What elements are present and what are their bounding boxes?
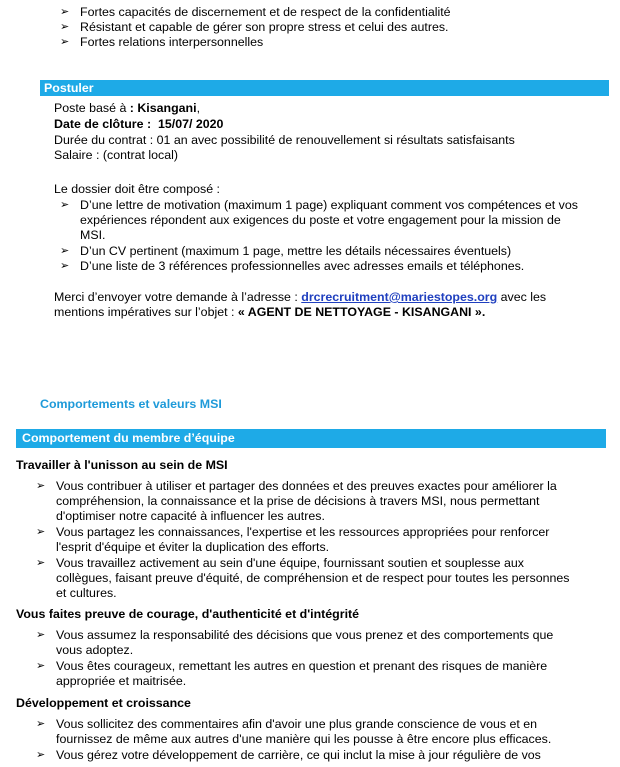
- list-item: Vous sollicitez des commentaires afin d'avoir une plus grande conscience de vous et en: [56, 717, 538, 731]
- list-item: Vous contribuer à utiliser et partager des données et des preuves exactes pour améliorer la: [56, 479, 557, 493]
- list-item: D’un CV pertinent (maximum 1 page, mettre les détails nécessaires éventuels): [80, 244, 512, 258]
- closing-date-line: Date de clôture : 15/07/ 2020: [54, 117, 224, 131]
- list-item: Résistant et capable de gérer son propre stress et celui des autres.: [80, 20, 449, 34]
- recruitment-email-link[interactable]: drcrecruitment@mariestopes.org: [301, 290, 498, 304]
- list-item: et cultures.: [56, 586, 117, 600]
- arrow-bullet-icon: ➢: [60, 6, 70, 18]
- dossier-intro: Le dossier doit être composé :: [54, 182, 220, 196]
- list-item: Vous travaillez activement au sein d'une équipe, fournissant soutien et souplesse aux: [56, 556, 524, 570]
- salary-line: Salaire : (contrat local): [54, 148, 178, 162]
- list-item: Fortes relations interpersonnelles: [80, 35, 264, 49]
- team-behaviour-header-bar: [16, 429, 606, 448]
- arrow-bullet-icon: ➢: [36, 749, 46, 761]
- list-item: vous adoptez.: [56, 643, 134, 657]
- list-item: appropriée et maitrisée.: [56, 674, 187, 688]
- list-item: Fortes capacités de discernement et de respect de la confidentialité: [80, 5, 451, 19]
- list-item: compréhension, la connaissance et la prise de décisions à travers MSI, nous permettant: [56, 494, 540, 508]
- list-item: collègues, faisant preuve d'équité, de compréhension et de respect pour toutes les personnes: [56, 571, 570, 585]
- arrow-bullet-icon: ➢: [60, 199, 70, 211]
- arrow-bullet-icon: ➢: [36, 660, 46, 672]
- arrow-bullet-icon: ➢: [36, 526, 46, 538]
- send-instruction-line-2: mentions impératives sur l’objet : « AGENT DE NETTOYAGE - KISANGANI ».: [54, 305, 486, 319]
- list-item: d'optimiser notre capacité à influencer les autres.: [56, 509, 325, 523]
- list-item: Vous partagez les connaissances, l'expertise et les ressources appropriées pour renforcer: [56, 525, 550, 539]
- list-item: Vous êtes courageux, remettant les autres en question et prenant des risques de manière: [56, 659, 548, 673]
- arrow-bullet-icon: ➢: [60, 245, 70, 257]
- arrow-bullet-icon: ➢: [60, 21, 70, 33]
- list-item: MSI.: [80, 228, 106, 242]
- location-line: Poste basé à : Kisangani,: [54, 101, 201, 115]
- send-instruction-line-1: Merci d’envoyer votre demande à l’adresse : drcrecruitment@mariestopes.org avec les: [54, 290, 547, 304]
- list-item: D’une lettre de motivation (maximum 1 page) expliquant comment vos compétences et vos: [80, 198, 578, 212]
- team-behaviour-header-label: Comportement du membre d’équipe: [22, 431, 235, 445]
- arrow-bullet-icon: ➢: [60, 260, 70, 272]
- section-title: Travailler à l'unisson au sein de MSI: [16, 458, 228, 472]
- list-item: expériences répondent aux exigences du poste et votre engagement pour la mission de: [80, 213, 561, 227]
- arrow-bullet-icon: ➢: [36, 557, 46, 569]
- postuler-header-label: Postuler: [44, 81, 94, 95]
- list-item: Vous gérez votre développement de carrière, ce qui inclut la mise à jour régulière de vos: [56, 748, 541, 762]
- postuler-header-bar: [40, 80, 609, 96]
- list-item: l'esprit d'équipe et éviter la duplication des efforts.: [56, 540, 330, 554]
- arrow-bullet-icon: ➢: [60, 36, 70, 48]
- section-title: Développement et croissance: [16, 696, 191, 710]
- arrow-bullet-icon: ➢: [36, 629, 46, 641]
- contract-duration-line: Durée du contrat : 01 an avec possibilité de renouvellement si résultats satisfaisants: [54, 133, 515, 147]
- values-heading: Comportements et valeurs MSI: [40, 397, 222, 411]
- list-item: fournissez de même aux autres d'une manière qui les pousse à être encore plus efficaces.: [56, 732, 552, 746]
- arrow-bullet-icon: ➢: [36, 718, 46, 730]
- arrow-bullet-icon: ➢: [36, 480, 46, 492]
- list-item: D’une liste de 3 références professionnelles avec adresses emails et téléphones.: [80, 259, 525, 273]
- section-title: Vous faites preuve de courage, d'authenticité et d'intégrité: [16, 607, 360, 621]
- list-item: Vous assumez la responsabilité des décisions que vous prenez et des comportements que: [56, 628, 554, 642]
